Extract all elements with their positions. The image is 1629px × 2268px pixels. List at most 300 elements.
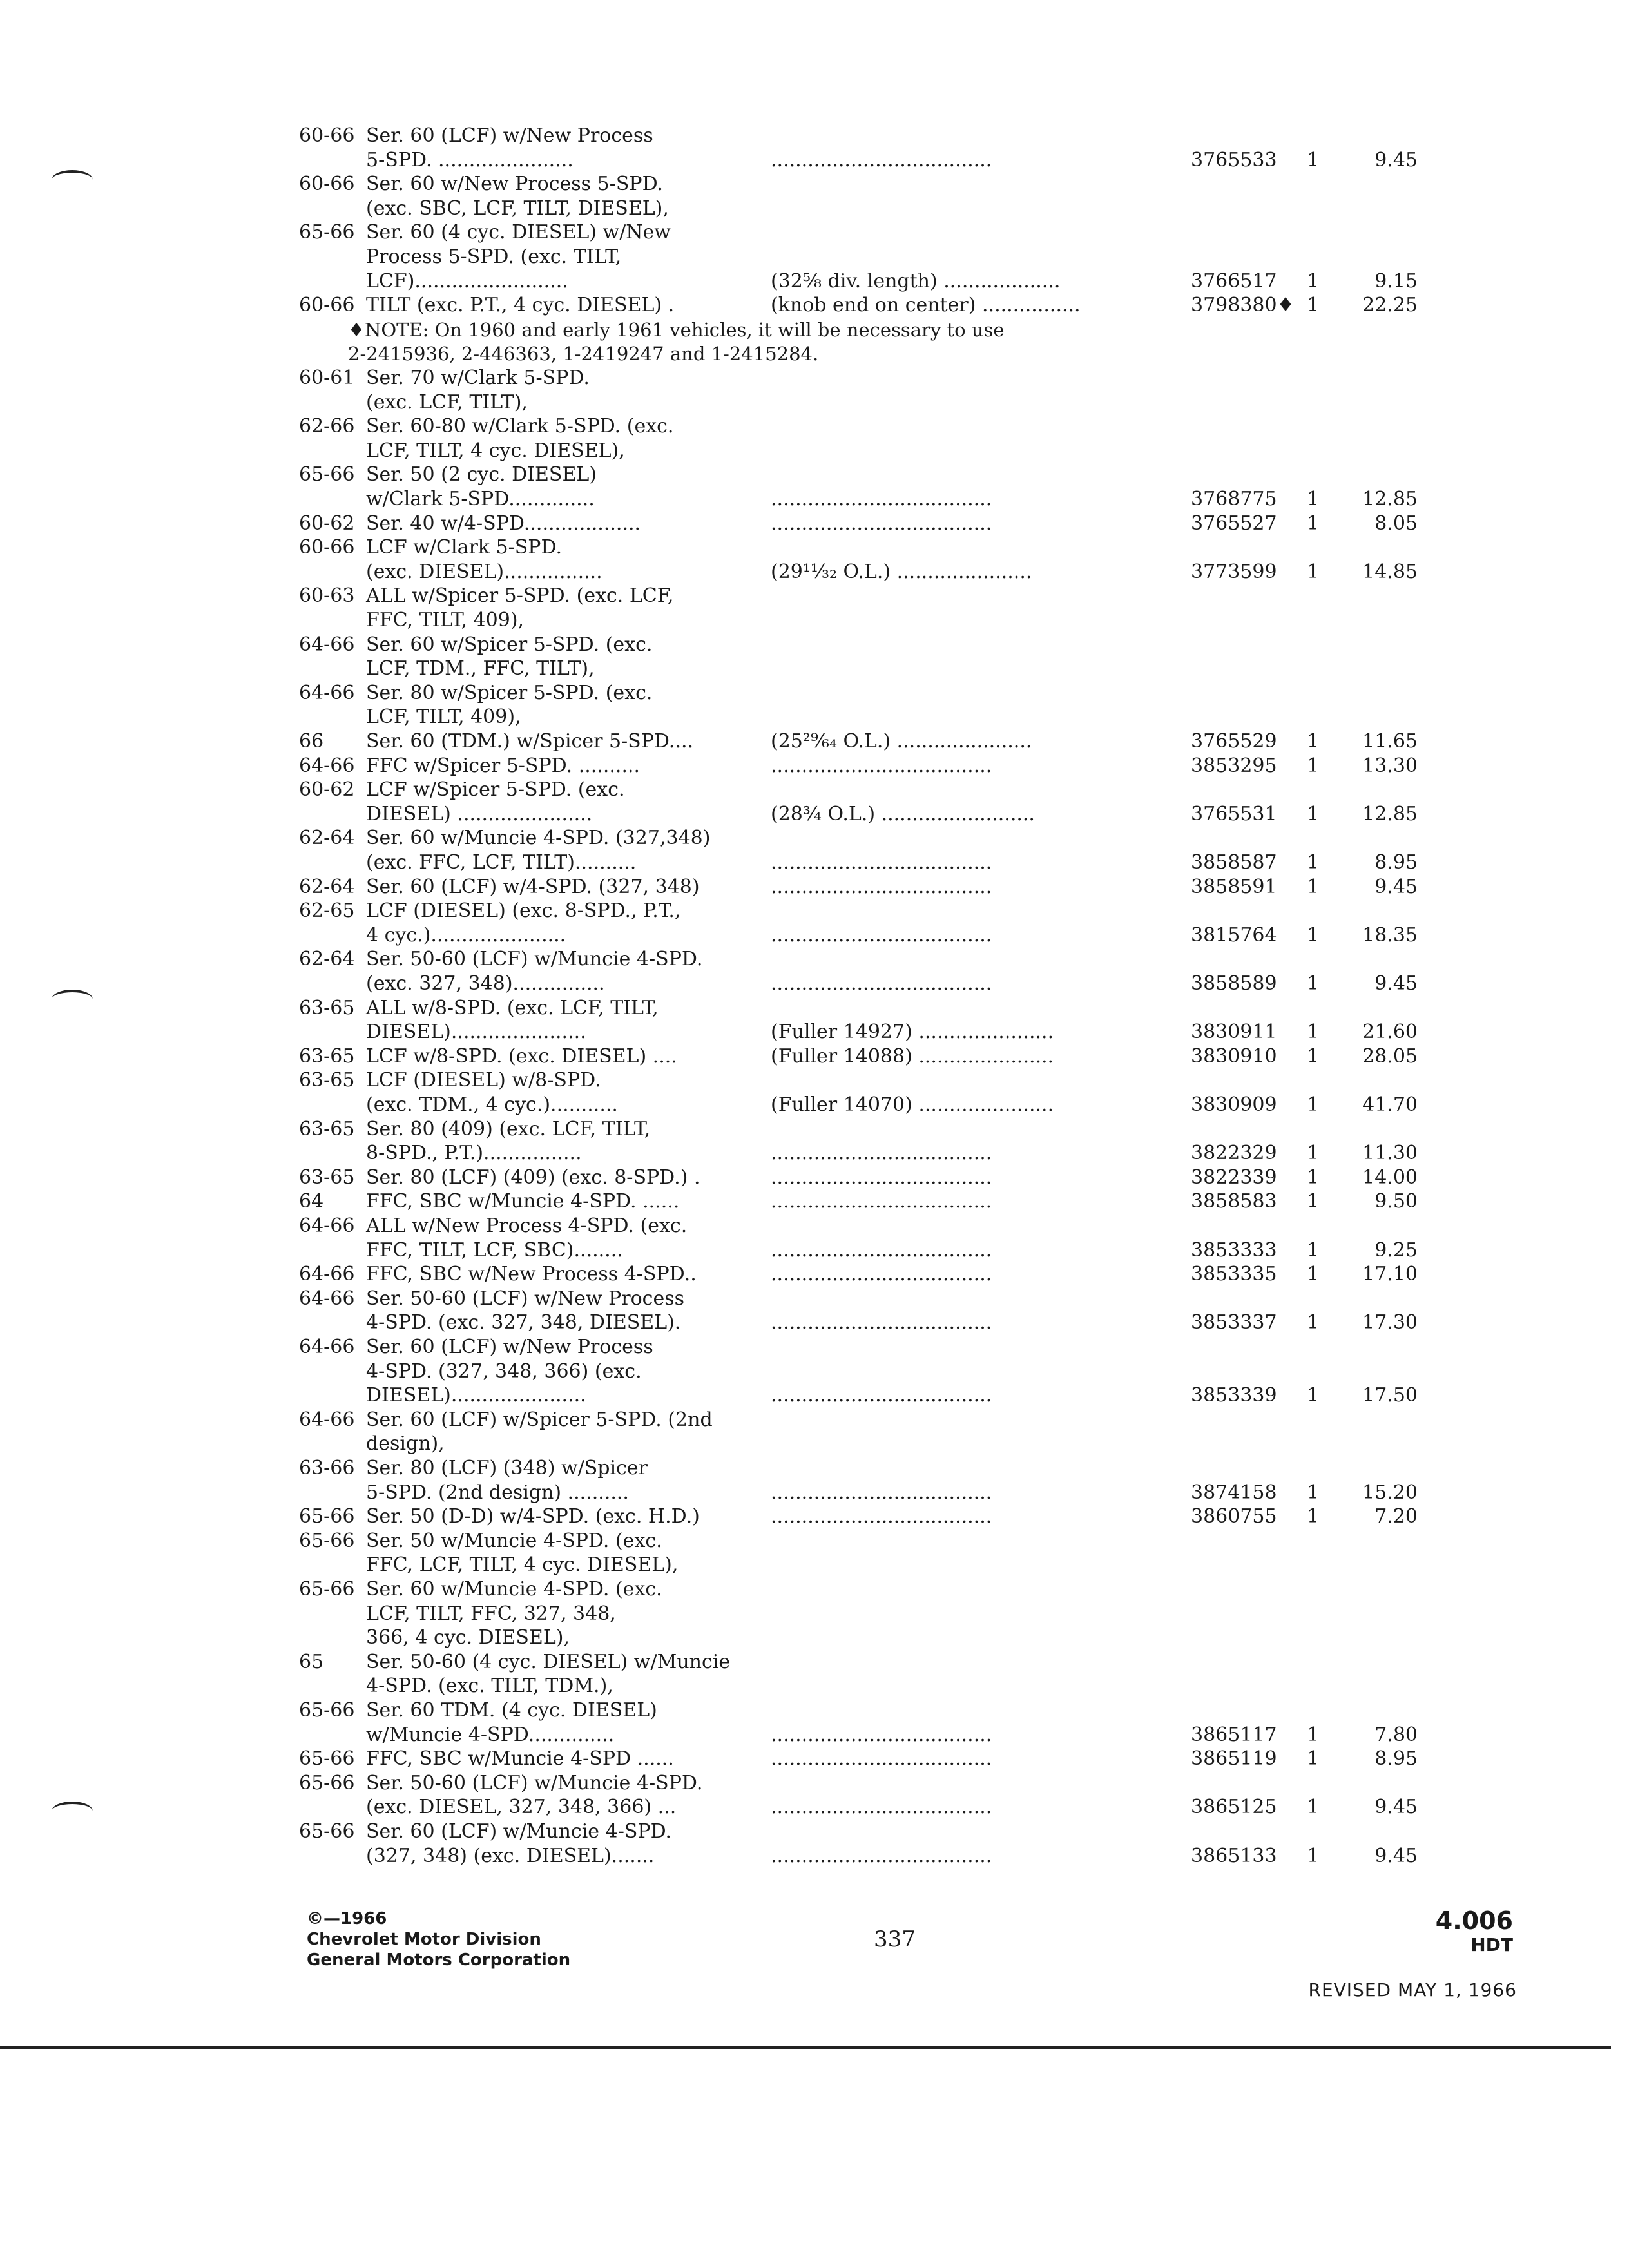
list-price: 22.25: [1362, 294, 1418, 316]
table-row: [0, 124, 1629, 148]
application-description: ♦NOTE: On 1960 and early 1961 vehicles, it will be necessary to use: [348, 319, 1005, 341]
application-description: design),: [366, 1432, 445, 1455]
model-years: 66: [299, 730, 324, 753]
table-row: [0, 1771, 1629, 1796]
application-note: (32⅝ div. length) ...................: [771, 270, 1061, 293]
model-years: 62-64: [299, 827, 355, 849]
application-description: Ser. 60 (4 cyc. DIESEL) w/New: [366, 221, 671, 244]
table-row: [0, 608, 1629, 633]
quantity: 1: [1307, 730, 1320, 753]
table-row: [0, 512, 1629, 536]
application-description: LCF w/Clark 5-SPD.: [366, 536, 562, 559]
application-description: Ser. 80 (LCF) (409) (exc. 8-SPD.) .: [366, 1166, 700, 1189]
quantity: 1: [1307, 1724, 1320, 1746]
model-years: 63-65: [299, 1045, 355, 1068]
application-description: (exc. DIESEL, 327, 348, 366) ...: [366, 1796, 677, 1818]
application-description: FFC, TILT, 409),: [366, 609, 525, 631]
table-row: [0, 1650, 1629, 1675]
application-description: Ser. 60 w/Muncie 4-SPD. (exc.: [366, 1578, 662, 1600]
application-description: DIESEL)......................: [366, 1384, 586, 1407]
model-years: 65-66: [299, 1530, 355, 1552]
application-description: Ser. 70 w/Clark 5-SPD.: [366, 367, 590, 389]
application-note: ....................................: [771, 1724, 992, 1746]
part-number: 3858591: [1191, 876, 1277, 898]
table-row: [0, 220, 1629, 245]
list-price: 9.45: [1374, 972, 1418, 995]
quantity: 1: [1307, 270, 1320, 293]
quantity: 1: [1307, 1481, 1320, 1504]
application-description: Ser. 80 (LCF) (348) w/Spicer: [366, 1457, 648, 1479]
list-price: 7.80: [1374, 1724, 1418, 1746]
quantity: 1: [1307, 1384, 1320, 1407]
list-price: 9.50: [1374, 1190, 1418, 1213]
application-note: ....................................: [771, 876, 992, 898]
division-line: Chevrolet Motor Division: [307, 1930, 541, 1949]
application-note: (28¾ O.L.) .........................: [771, 803, 1035, 825]
application-description: 4 cyc.)......................: [366, 924, 566, 947]
table-row: [0, 1626, 1629, 1650]
quantity: 1: [1307, 1239, 1320, 1262]
list-price: 11.65: [1362, 730, 1418, 753]
application-note: (25²⁹⁄₆₄ O.L.) ......................: [771, 730, 1032, 753]
application-description: LCF w/8-SPD. (exc. DIESEL) ....: [366, 1045, 677, 1068]
table-row: [0, 705, 1629, 729]
table-row: [0, 1504, 1629, 1529]
model-years: 63-65: [299, 997, 355, 1019]
application-note: ....................................: [771, 488, 992, 510]
application-description: w/Clark 5-SPD..............: [366, 488, 595, 510]
quantity: 1: [1307, 803, 1320, 825]
list-price: 17.30: [1362, 1311, 1418, 1334]
application-description: LCF, TILT, FFC, 327, 348,: [366, 1602, 616, 1625]
application-note: ....................................: [771, 1845, 992, 1867]
table-row: [0, 1214, 1629, 1238]
table-row: [0, 148, 1629, 173]
application-description: Ser. 60 TDM. (4 cyc. DIESEL): [366, 1699, 657, 1722]
list-price: 9.45: [1374, 1845, 1418, 1867]
quantity: 1: [1307, 851, 1320, 874]
application-description: Process 5-SPD. (exc. TILT,: [366, 245, 622, 268]
application-description: LCF (DIESEL) w/8-SPD.: [366, 1069, 601, 1091]
model-years: 64-66: [299, 1287, 355, 1310]
table-row: [0, 1311, 1629, 1335]
list-price: 13.30: [1362, 754, 1418, 777]
model-years: 64: [299, 1190, 324, 1213]
application-description: Ser. 80 (409) (exc. LCF, TILT,: [366, 1118, 651, 1140]
table-row: [0, 390, 1629, 415]
quantity: 1: [1307, 972, 1320, 995]
table-row: [0, 1141, 1629, 1166]
model-years: 63-66: [299, 1457, 355, 1479]
model-years: 64-66: [299, 1336, 355, 1358]
quantity: 1: [1307, 1045, 1320, 1068]
table-row: [0, 197, 1629, 221]
application-description: LCF w/Spicer 5-SPD. (exc.: [366, 778, 625, 801]
note-row: [0, 341, 1629, 366]
table-row: [0, 633, 1629, 657]
table-row: [0, 1117, 1629, 1142]
application-description: 4-SPD. (exc. TILT, TDM.),: [366, 1675, 613, 1697]
model-years: 64-66: [299, 633, 355, 656]
quantity: 1: [1307, 294, 1320, 316]
application-description: FFC, TILT, LCF, SBC)........: [366, 1239, 623, 1262]
application-description: 5-SPD. (2nd design) ..........: [366, 1481, 629, 1504]
table-row: [0, 1553, 1629, 1577]
part-number: 3773599: [1191, 561, 1277, 583]
table-row: [0, 245, 1629, 269]
model-years: 65-66: [299, 1820, 355, 1843]
footer-publisher: [307, 1908, 570, 1970]
section-code-block: [1436, 1907, 1513, 1956]
application-description: 2-2415936, 2-446363, 1-2419247 and 1-2415284.: [348, 343, 819, 365]
application-note: ....................................: [771, 512, 992, 535]
application-note: ....................................: [771, 1263, 992, 1285]
quantity: 1: [1307, 1021, 1320, 1043]
part-number: 3865117: [1191, 1724, 1277, 1746]
table-row: [0, 560, 1629, 584]
application-description: Ser. 60 w/Muncie 4-SPD. (327,348): [366, 827, 711, 849]
part-number: 3822329: [1191, 1142, 1277, 1164]
part-number: 3858583: [1191, 1190, 1277, 1213]
part-number: 3765533: [1191, 149, 1277, 171]
application-description: Ser. 40 w/4-SPD...................: [366, 512, 641, 535]
application-description: 5-SPD. ......................: [366, 149, 574, 171]
model-years: 60-66: [299, 124, 355, 147]
model-years: 64-66: [299, 1263, 355, 1285]
list-price: 8.95: [1374, 851, 1418, 874]
part-number: 3858587: [1191, 851, 1277, 874]
application-description: LCF).........................: [366, 270, 568, 293]
table-row: [0, 1408, 1629, 1432]
part-number: 3830909: [1191, 1093, 1277, 1116]
application-description: Ser. 50-60 (LCF) w/Muncie 4-SPD.: [366, 948, 703, 970]
part-number: 3858589: [1191, 972, 1277, 995]
application-description: FFC, SBC w/New Process 4-SPD..: [366, 1263, 697, 1285]
table-row: [0, 972, 1629, 996]
application-note: (29¹¹⁄₃₂ O.L.) ......................: [771, 561, 1032, 583]
part-number: 3765529: [1191, 730, 1277, 753]
application-description: 366, 4 cyc. DIESEL),: [366, 1626, 570, 1649]
application-description: (exc. 327, 348)...............: [366, 972, 605, 995]
table-row: [0, 1820, 1629, 1844]
table-row: [0, 1674, 1629, 1698]
table-row: [0, 657, 1629, 681]
application-description: DIESEL)......................: [366, 1021, 586, 1043]
application-description: 4-SPD. (exc. 327, 348, DIESEL).: [366, 1311, 681, 1334]
application-description: LCF, TDM., FFC, TILT),: [366, 657, 595, 680]
application-note: ....................................: [771, 149, 992, 171]
table-row: [0, 1360, 1629, 1384]
list-price: 7.20: [1374, 1505, 1418, 1528]
part-number: 3853337: [1191, 1311, 1277, 1334]
application-description: Ser. 60 w/Spicer 5-SPD. (exc.: [366, 633, 653, 656]
table-row: [0, 1529, 1629, 1553]
table-row: [0, 778, 1629, 802]
application-description: w/Muncie 4-SPD..............: [366, 1724, 615, 1746]
table-row: [0, 947, 1629, 972]
application-description: TILT (exc. P.T., 4 cyc. DIESEL) .: [366, 294, 675, 316]
part-number: 3865119: [1191, 1747, 1277, 1770]
part-number: 3798380♦: [1191, 294, 1295, 316]
quantity: 1: [1307, 149, 1320, 171]
table-row: [0, 1044, 1629, 1069]
bottom-rule: [0, 2046, 1611, 2049]
part-number: 3830911: [1191, 1021, 1277, 1043]
quantity: 1: [1307, 1190, 1320, 1213]
application-description: (exc. LCF, TILT),: [366, 391, 528, 414]
model-years: 65-66: [299, 1747, 355, 1770]
section-sub-code: HDT: [1470, 1934, 1513, 1956]
application-description: Ser. 50-60 (4 cyc. DIESEL) w/Muncie: [366, 1651, 731, 1673]
list-price: 14.85: [1362, 561, 1418, 583]
application-note: ....................................: [771, 1239, 992, 1262]
part-number: 3853333: [1191, 1239, 1277, 1262]
table-row: [0, 1747, 1629, 1771]
table-row: [0, 439, 1629, 463]
application-description: ALL w/Spicer 5-SPD. (exc. LCF,: [366, 584, 674, 607]
application-description: 4-SPD. (327, 348, 366) (exc.: [366, 1360, 642, 1383]
list-price: 18.35: [1362, 924, 1418, 947]
part-number: 3815764: [1191, 924, 1277, 947]
quantity: 1: [1307, 1263, 1320, 1285]
quantity: 1: [1307, 876, 1320, 898]
application-description: Ser. 50 (D-D) w/4-SPD. (exc. H.D.): [366, 1505, 700, 1528]
quantity: 1: [1307, 1142, 1320, 1164]
table-row: [0, 1602, 1629, 1626]
table-row: [0, 1456, 1629, 1481]
list-price: 28.05: [1362, 1045, 1418, 1068]
application-description: Ser. 60 (LCF) w/4-SPD. (327, 348): [366, 876, 700, 898]
application-description: Ser. 60 (TDM.) w/Spicer 5-SPD....: [366, 730, 694, 753]
list-price: 9.15: [1374, 270, 1418, 293]
quantity: 1: [1307, 1505, 1320, 1528]
application-description: Ser. 50 (2 cyc. DIESEL): [366, 463, 597, 486]
table-row: [0, 1432, 1629, 1456]
table-row: [0, 996, 1629, 1021]
table-row: [0, 681, 1629, 706]
application-note: (Fuller 14927) ......................: [771, 1021, 1054, 1043]
model-years: 63-65: [299, 1069, 355, 1091]
table-row: [0, 414, 1629, 439]
list-price: 9.45: [1374, 1796, 1418, 1818]
section-code: 4.006: [1435, 1907, 1513, 1935]
note-row: [0, 318, 1629, 342]
list-price: 9.45: [1374, 149, 1418, 171]
application-description: FFC w/Spicer 5-SPD. ..........: [366, 754, 641, 777]
application-note: (Fuller 14088) ......................: [771, 1045, 1054, 1068]
model-years: 60-62: [299, 512, 355, 535]
application-description: LCF, TILT, 409),: [366, 706, 521, 728]
application-description: FFC, SBC w/Muncie 4-SPD. ......: [366, 1190, 680, 1213]
page-number: 337: [874, 1927, 916, 1952]
part-number: 3865133: [1191, 1845, 1277, 1867]
corporation-line: General Motors Corporation: [307, 1950, 571, 1970]
list-price: 9.25: [1374, 1239, 1418, 1262]
application-note: ....................................: [771, 1796, 992, 1818]
table-row: [0, 293, 1629, 318]
part-number: 3853335: [1191, 1263, 1277, 1285]
model-years: 62-64: [299, 876, 355, 898]
application-note: ....................................: [771, 972, 992, 995]
application-description: LCF (DIESEL) (exc. 8-SPD., P.T.,: [366, 899, 681, 922]
model-years: 60-62: [299, 778, 355, 801]
table-row: [0, 729, 1629, 754]
application-description: LCF, TILT, 4 cyc. DIESEL),: [366, 439, 625, 462]
table-row: [0, 1287, 1629, 1311]
table-row: [0, 535, 1629, 560]
revised-date: REVISED MAY 1, 1966: [1308, 1979, 1517, 2001]
table-row: [0, 1093, 1629, 1117]
table-row: [0, 1020, 1629, 1044]
list-price: 12.85: [1362, 803, 1418, 825]
quantity: 1: [1307, 1747, 1320, 1770]
model-years: 62-64: [299, 948, 355, 970]
part-number: 3860755: [1191, 1505, 1277, 1528]
table-row: [0, 1189, 1629, 1214]
table-row: [0, 1068, 1629, 1093]
list-price: 8.05: [1374, 512, 1418, 535]
application-note: ....................................: [771, 1747, 992, 1770]
quantity: 1: [1307, 754, 1320, 777]
table-row: [0, 1577, 1629, 1602]
application-description: ALL w/8-SPD. (exc. LCF, TILT,: [366, 997, 659, 1019]
table-row: [0, 1698, 1629, 1723]
model-years: 65-66: [299, 221, 355, 244]
model-years: 60-66: [299, 173, 355, 195]
application-description: Ser. 60 (LCF) w/New Process: [366, 1336, 653, 1358]
table-row: [0, 172, 1629, 197]
quantity: 1: [1307, 1166, 1320, 1189]
model-years: 60-61: [299, 367, 355, 389]
model-years: 65-66: [299, 1578, 355, 1600]
list-price: 11.30: [1362, 1142, 1418, 1164]
list-price: 12.85: [1362, 488, 1418, 510]
model-years: 63-65: [299, 1166, 355, 1189]
list-price: 41.70: [1362, 1093, 1418, 1116]
application-description: Ser. 50 w/Muncie 4-SPD. (exc.: [366, 1530, 662, 1552]
part-number: 3853339: [1191, 1384, 1277, 1407]
table-row: [0, 1795, 1629, 1820]
part-number: 3830910: [1191, 1045, 1277, 1068]
part-number: 3768775: [1191, 488, 1277, 510]
model-years: 60-66: [299, 294, 355, 316]
application-note: ....................................: [771, 754, 992, 777]
application-note: ....................................: [771, 1384, 992, 1407]
application-description: (exc. TDM., 4 cyc.)...........: [366, 1093, 618, 1116]
model-years: 64-66: [299, 754, 355, 777]
model-years: 65-66: [299, 1505, 355, 1528]
quantity: 1: [1307, 1845, 1320, 1867]
application-note: ....................................: [771, 1190, 992, 1213]
quantity: 1: [1307, 561, 1320, 583]
application-note: ....................................: [771, 924, 992, 947]
list-price: 17.50: [1362, 1384, 1418, 1407]
application-description: FFC, SBC w/Muncie 4-SPD ......: [366, 1747, 674, 1770]
table-row: [0, 1166, 1629, 1190]
application-description: Ser. 60 (LCF) w/Spicer 5-SPD. (2nd: [366, 1408, 713, 1431]
application-description: Ser. 60-80 w/Clark 5-SPD. (exc.: [366, 415, 674, 437]
part-number: 3765531: [1191, 803, 1277, 825]
model-years: 65-66: [299, 1699, 355, 1722]
application-description: (exc. DIESEL)................: [366, 561, 602, 583]
application-description: (exc. FFC, LCF, TILT)..........: [366, 851, 637, 874]
model-years: 65: [299, 1651, 324, 1673]
model-years: 60-63: [299, 584, 355, 607]
application-description: Ser. 60 (LCF) w/Muncie 4-SPD.: [366, 1820, 672, 1843]
model-years: 64-66: [299, 1408, 355, 1431]
table-row: [0, 487, 1629, 512]
model-years: 62-66: [299, 415, 355, 437]
table-row: [0, 1335, 1629, 1360]
quantity: 1: [1307, 924, 1320, 947]
quantity: 1: [1307, 512, 1320, 535]
application-description: Ser. 50-60 (LCF) w/Muncie 4-SPD.: [366, 1772, 703, 1794]
application-note: ....................................: [771, 1505, 992, 1528]
list-price: 15.20: [1362, 1481, 1418, 1504]
copyright-line: ©—1966: [307, 1909, 387, 1928]
part-number: 3853295: [1191, 754, 1277, 777]
list-price: 21.60: [1362, 1021, 1418, 1043]
quantity: 1: [1307, 1311, 1320, 1334]
part-number: 3874158: [1191, 1481, 1277, 1504]
table-row: [0, 1723, 1629, 1747]
application-note: ....................................: [771, 1166, 992, 1189]
list-price: 14.00: [1362, 1166, 1418, 1189]
model-years: 65-66: [299, 463, 355, 486]
list-price: 8.95: [1374, 1747, 1418, 1770]
table-row: [0, 923, 1629, 948]
table-row: [0, 1481, 1629, 1505]
table-row: [0, 802, 1629, 827]
quantity: 1: [1307, 1796, 1320, 1818]
table-row: [0, 1238, 1629, 1263]
application-note: (Fuller 14070) ......................: [771, 1093, 1054, 1116]
table-row: [0, 584, 1629, 608]
model-years: 62-65: [299, 899, 355, 922]
table-row: [0, 826, 1629, 850]
application-description: Ser. 80 w/Spicer 5-SPD. (exc.: [366, 682, 653, 704]
table-row: [0, 269, 1629, 294]
list-price: 9.45: [1374, 876, 1418, 898]
table-row: [0, 754, 1629, 778]
table-row: [0, 366, 1629, 390]
application-note: ....................................: [771, 1142, 992, 1164]
table-row: [0, 899, 1629, 923]
table-row: [0, 1262, 1629, 1287]
table-row: [0, 850, 1629, 875]
part-number: 3766517: [1191, 270, 1277, 293]
application-note: ....................................: [771, 851, 992, 874]
application-description: Ser. 60 (LCF) w/New Process: [366, 124, 653, 147]
model-years: 65-66: [299, 1772, 355, 1794]
quantity: 1: [1307, 1093, 1320, 1116]
model-years: 60-66: [299, 536, 355, 559]
application-description: ALL w/New Process 4-SPD. (exc.: [366, 1215, 688, 1237]
part-number: 3822339: [1191, 1166, 1277, 1189]
application-description: Ser. 60 w/New Process 5-SPD.: [366, 173, 664, 195]
application-note: ....................................: [771, 1481, 992, 1504]
application-description: (327, 348) (exc. DIESEL).......: [366, 1845, 655, 1867]
table-row: [0, 875, 1629, 899]
table-row: [0, 1844, 1629, 1869]
application-description: DIESEL) ......................: [366, 803, 593, 825]
model-years: 64-66: [299, 682, 355, 704]
model-years: 63-65: [299, 1118, 355, 1140]
application-description: FFC, LCF, TILT, 4 cyc. DIESEL),: [366, 1553, 679, 1576]
list-price: 17.10: [1362, 1263, 1418, 1285]
application-description: (exc. SBC, LCF, TILT, DIESEL),: [366, 197, 669, 220]
part-number: 3865125: [1191, 1796, 1277, 1818]
